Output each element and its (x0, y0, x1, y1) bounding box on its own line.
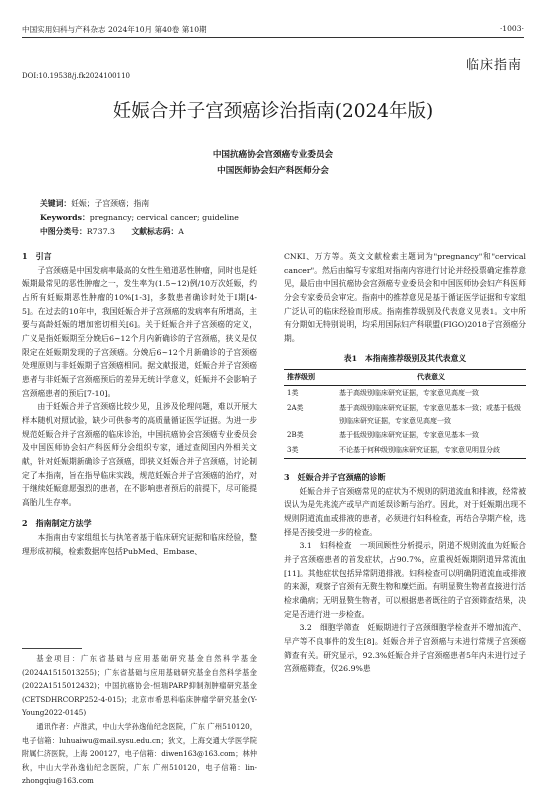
section-3-2-paragraph: 3.2 细胞学筛查 妊娠期进行子宫颈细胞学检查并不增加流产、早产等不良事件的发生[8]。妊娠合并子宫颈癌与未进行常规子宫颈癌筛查有关。研究显示，92.3%妊娠合并子宫颈癌患者5年内未进行过子宫颈癌筛查，仅26.9%患 (284, 623, 526, 674)
table-caption: 表1 本指南推荐级别及其代表意义 (343, 353, 467, 363)
table-header-level: 推荐级别 (284, 370, 336, 386)
section-tag: 临床指南 (465, 58, 522, 73)
table-cell-level: 2B类 (287, 431, 304, 440)
header-rule (22, 37, 524, 38)
table-row (284, 428, 526, 443)
classification-code: R737.3 (86, 227, 115, 236)
footnotes (22, 652, 257, 788)
table-header-row (284, 370, 526, 386)
section-2-heading: 2 指南制定方法学 (22, 518, 92, 529)
keywords-cn (40, 198, 149, 209)
table-row (284, 386, 526, 401)
section-3-paragraph-1: 妊娠合并子宫颈癌常见的症状为不规则的阴道流血和排液，经常被误认为是先兆流产或早产而延误诊断与治疗。因此，对于妊娠期出现不规则阴道流血或排液的患者，必须进行妇科检查，再结合孕期产检，选择是否接受进一步的检查。 (284, 486, 526, 537)
doi: DOI:10.19538/j.fk2024100110 (22, 72, 130, 80)
table-cell-meaning: 基于高级别临床研究证据，专家意见基本一致；或基于低级别临床研究证据，专家意见高度一致 (339, 403, 521, 425)
correspondence-footnote: 通讯作者：卢淮武，中山大学孙逸仙纪念医院，广东 广州510120，电子信箱：luhuaiwu@mail.sysu.edu.cn；狄文，上海交通大学医学院附属仁济医院，上海 200127，电子信箱：diwen163@163.com；林仲秋，中山大学孙逸仙纪念医院，广东 广州510120，电子信箱：lin-zhongqiu@163.com (22, 721, 257, 786)
author-org-2: 中国医师协会妇产科医师分会 (217, 166, 329, 176)
table-cell-meaning: 不论基于何种级别临床研究证据，专家意见明显分歧 (336, 443, 526, 458)
footnote-rule (22, 648, 82, 649)
section-3-1-paragraph: 3.1 妇科检查 一项回顾性分析提示，阴道不规则流血为妊娠合并子宫颈癌患者的首发症状，占90.7%，应重视妊娠期阴道异常流血[11]。其他症状包括异常阴道排液。妇科检查可以明确阴道流血或排液的来源，观察子宫颈有无赘生物和糜烂面。有明显赘生物者直接进行活检求确病；无明显赘生物者，可以根据患者既往的子宫颈筛查结果，决定是否进行进一步检查。 (284, 541, 526, 619)
author-org-1: 中国抗癌协会宫颈癌专业委员会 (212, 150, 334, 160)
section-1-heading: 1 引言 (22, 251, 52, 261)
article-title: 妊娠合并子宫颈癌诊治指南(2024年版) (112, 101, 434, 122)
table-cell-level: 1类 (287, 389, 299, 398)
table-row (284, 401, 526, 429)
section-2-paragraph-1: 本指南由专家组组长与执笔者基于临床研究证据和临床经验，整理形成初稿，检索数据库包括PubMed、Embase、 (22, 533, 257, 556)
left-column (22, 250, 257, 558)
keywords-en (40, 212, 239, 223)
funding-footnote: 基金项目：广东省基础与应用基础研究基金自然科学基金(2024A1515013255)；广东省基础与应用基础研究基金自然科学基金(2022A1515012432)；中国抗癌协会-恒瑞PARP抑制剂肿瘤研究基金(CETSDHRCORP252-4-015)；北京市希思科临床肿瘤学研究基金(Y-Young2022-0145) (22, 654, 257, 718)
recommendation-table (284, 369, 526, 459)
table-cell-meaning: 基于低级别临床研究证据，专家意见基本一致 (339, 431, 479, 440)
keywords-cn-text: 妊娠；子宫颈癌；指南 (71, 199, 150, 208)
section-3-heading: 3 妊娠合并子宫颈癌的诊断 (284, 472, 386, 483)
classification-label: 中图分类号： (40, 227, 87, 236)
table-cell-level: 2A类 (287, 403, 304, 412)
doc-code: A (178, 227, 184, 236)
section-1-paragraph-1: 子宫颈癌是中国发病率最高的女性生殖道恶性肿瘤，同时也是妊娠期最常见的恶性肿瘤之一，发生率为(1.5~12)例/10万次妊娠，约占所有妊娠期恶性肿瘤的10%[1-3]，多数患者确诊时处于Ⅰ期[4-5]。在过去的10年中，我国妊娠合并子宫颈癌的发病率有所增高，主要与高龄妊娠的增加密切相关[6]。关于妊娠合并子宫颈癌的定义，广义是指妊娠期至分娩后6~12个月内新确诊的子宫颈癌，狭义是仅限定在妊娠期发现的子宫颈癌。分娩后6~12个月新确诊的子宫颈癌处理原则与非妊娠期子宫颈癌相同。据文献报道，妊娠合并子宫颈癌患者与非妊娠子宫颈癌预后的差异无统计学意义，妊娠并不会影响子宫颈癌患者的预后[7-10]。 (22, 265, 257, 398)
table-header-meaning: 代表意义 (336, 370, 526, 386)
journal-header: 中国实用妇科与产科杂志 2024年10月 第40卷 第10期 (22, 25, 207, 34)
section-2-continuation: CNKI、万方等。英文文献检索主题词为"pregnancy"和"cervical cancer"。然后由编写专家组对指南内容进行讨论并经投票确定推荐意见，最后由中国抗癌协会宫颈癌专业委员会和中国医师协会妇产科医师分会专家委员会审定。指南中的推荐意见是基于循证医学证据和专家组广泛认可的临床经验而形成。指南推荐级别及代表意义见表1。文中所有分期如无特别说明，均采用国际妇产科联盟(FIGO)2018子宫颈癌分期。 (284, 252, 526, 343)
classification-line (40, 226, 184, 237)
page-number: ·1003· (499, 24, 524, 33)
keywords-cn-label: 关键词： (40, 199, 72, 208)
section-1-paragraph-2: 由于妊娠合并子宫颈癌比较少见，且涉及伦理问题，难以开展大样本随机对照试验，缺少可供参考的高质量循证医学证据。为进一步规范妊娠合并子宫颈癌的临床诊治，中国抗癌协会宫颈癌专业委员会及中国医师协会妇产科医师分会组织专家，通过查阅国内外相关文献，针对妊娠期新确诊子宫颈癌，即狭义妊娠合并子宫颈癌，讨论制定了本指南，旨在指导临床实践，规范妊娠合并子宫颈癌的治疗，对于继续妊娠意愿强烈的患者，在不影响患者预后的前提下，尽可能提高胎儿生存率。 (22, 402, 257, 507)
keywords-en-label: Keywords： (40, 213, 90, 222)
right-column (284, 250, 526, 676)
table-row (284, 443, 526, 458)
keywords-en-text: pregnancy; cervical cancer; guideline (89, 213, 239, 222)
table-cell-meaning: 基于高级别临床研究证据，专家意见高度一致 (339, 389, 479, 398)
table-cell-level: 3类 (284, 443, 336, 458)
doc-code-label: 文献标志码： (131, 227, 179, 236)
